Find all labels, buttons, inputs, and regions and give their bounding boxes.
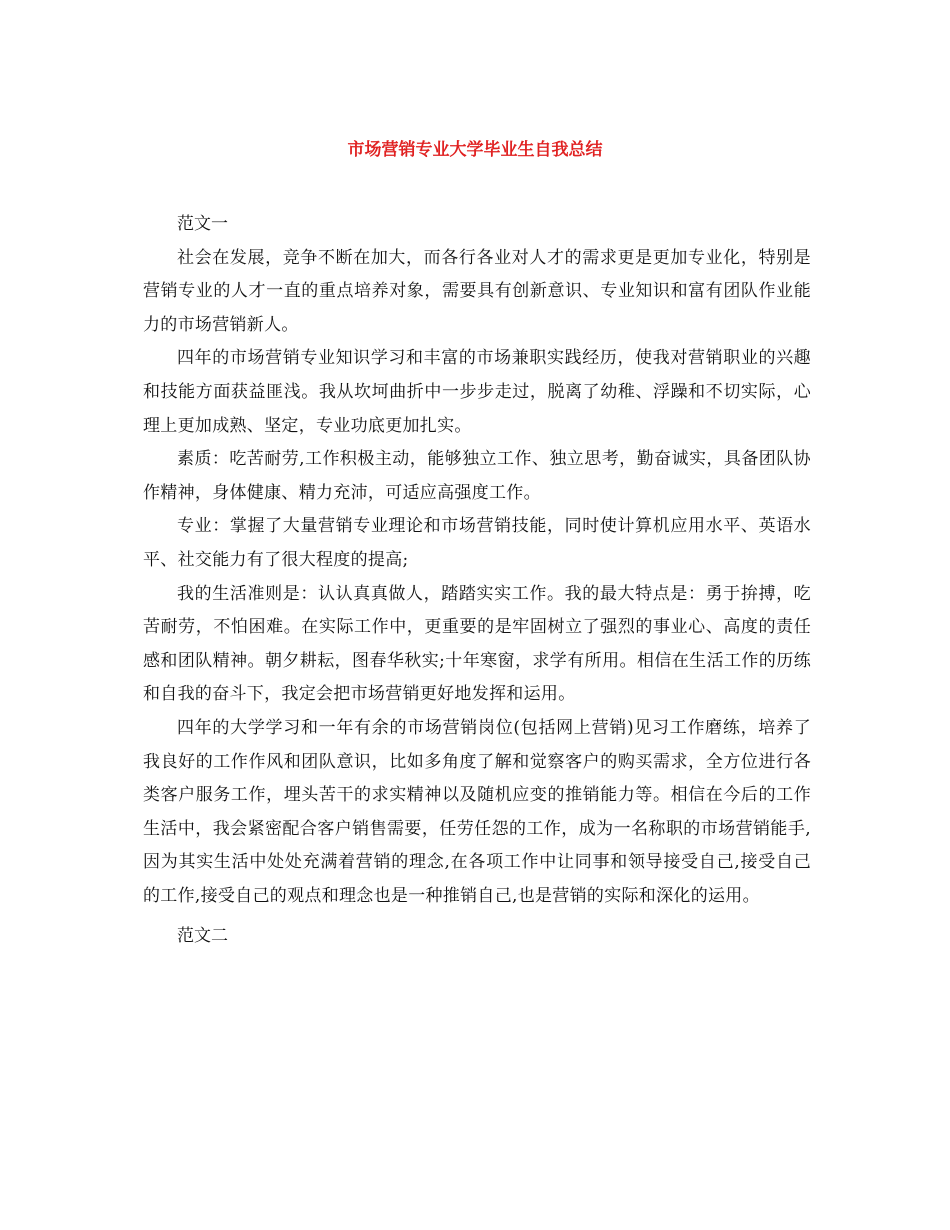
section-heading-2: 范文二 — [177, 926, 228, 947]
paragraph-4: 专业：掌握了大量营销专业理论和市场营销技能，同时使计算机应用水平、英语水平、社交能力有了很大程度的提高; — [143, 516, 811, 570]
paragraph-2: 四年的市场营销专业知识学习和丰富的市场兼职实践经历，使我对营销职业的兴趣和技能方面获益匪浅。我从坎坷曲折中一步步走过，脱离了幼稚、浮躁和不切实际，心理上更加成熟、坚定，专业功底更加扎实。 — [143, 348, 811, 436]
paragraph-5: 我的生活准则是：认认真真做人，踏踏实实工作。我的最大特点是：勇于拚搏，吃苦耐劳，不怕困难。在实际工作中，更重要的是牢固树立了强烈的事业心、高度的责任感和团队精神。朝夕耕耘，图春华秋实;十年寒窗，求学有所用。相信在生活工作的历练和自我的奋斗下，我定会把市场营销更好地发挥和运用。 — [143, 583, 811, 705]
paragraph-6: 四年的大学学习和一年有余的市场营销岗位(包括网上营销)见习工作磨练，培养了我良好的工作作风和团队意识，比如多角度了解和觉察客户的购买需求，全方位进行各类客户服务工作，埋头苦干的求实精神以及随机应变的推销能力等。相信在今后的工作生活中，我会紧密配合客户销售需要，任劳任怨的工作，成为一名称职的市场营销能手,因为其实生活中处处充满着营销的理念,在各项工作中让同事和领导接受自己,接受自己的工作,接受自己的观点和理念也是一种推销自己,也是营销的实际和深化的运用。 — [143, 717, 811, 906]
paragraph-3: 素质：吃苦耐劳,工作积极主动，能够独立工作、独立思考，勤奋诚实，具备团队协作精神，身体健康、精力充沛，可适应高强度工作。 — [143, 449, 811, 503]
paragraph-1: 社会在发展，竞争不断在加大，而各行各业对人才的需求更是更加专业化，特别是营销专业的人才一直的重点培养对象，需要具有创新意识、专业知识和富有团队作业能力的市场营销新人。 — [143, 247, 811, 335]
section-heading-1: 范文一 — [177, 214, 228, 234]
document-body — [143, 208, 811, 954]
document-title: 市场营销专业大学毕业生自我总结 — [347, 140, 603, 160]
